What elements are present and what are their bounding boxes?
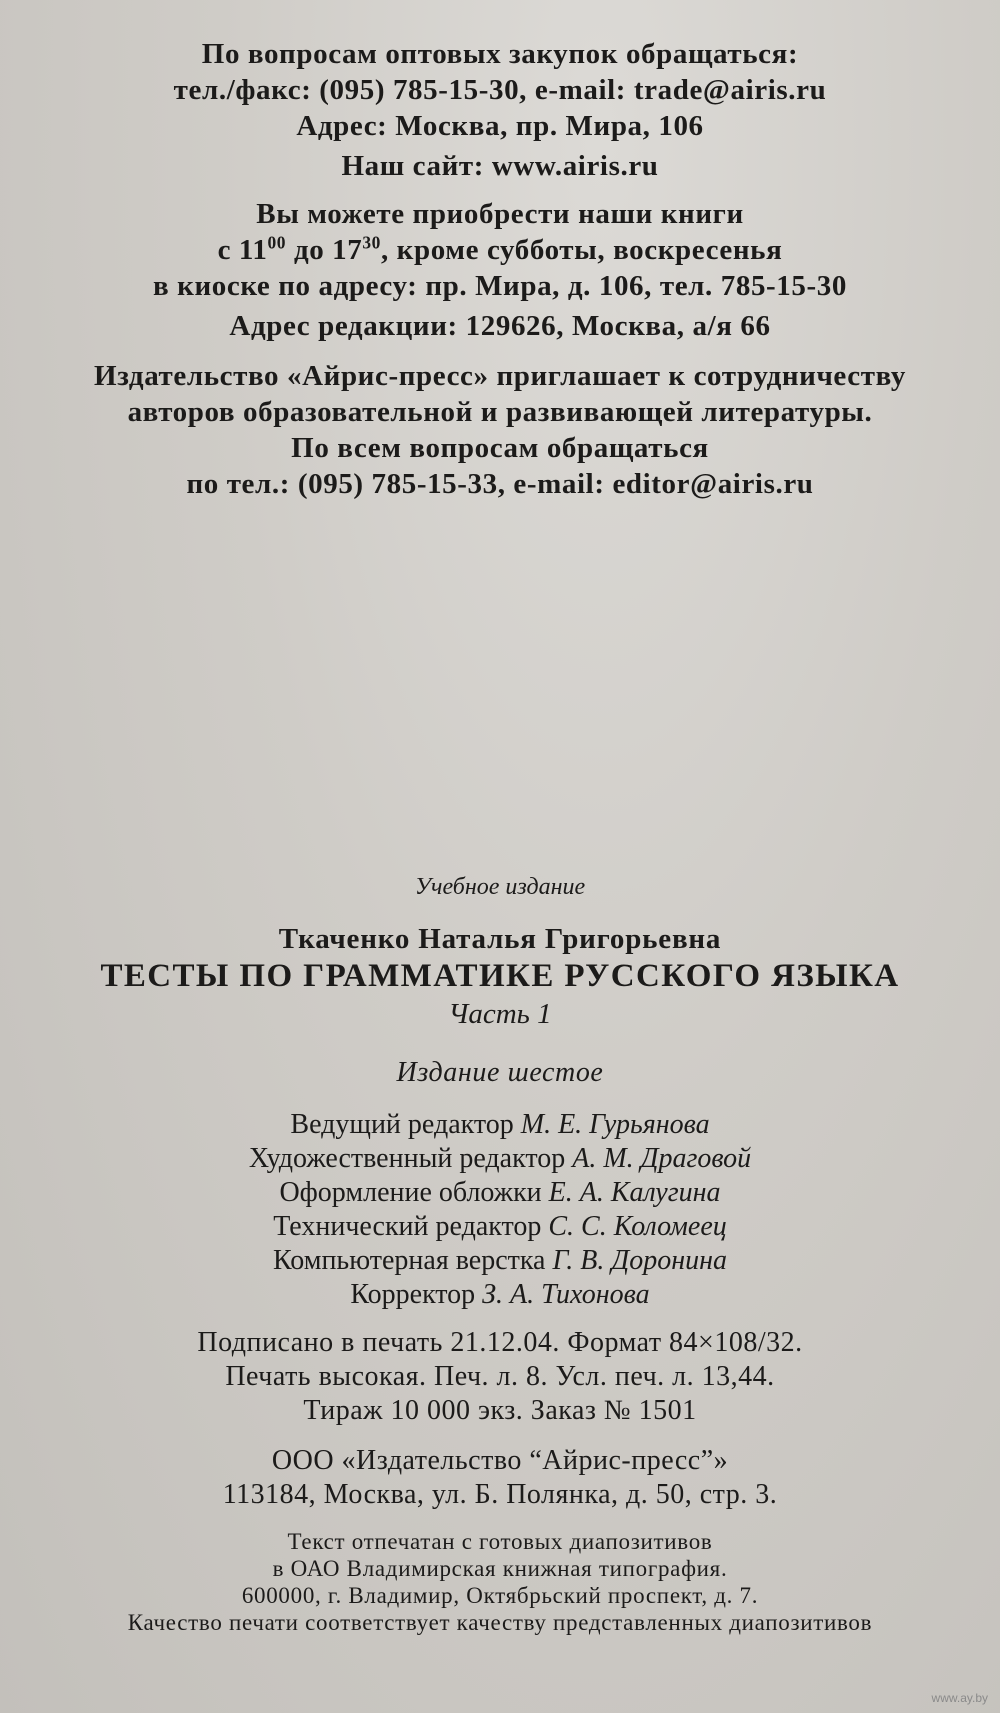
buy-to-minutes: 30 [362, 232, 381, 253]
edition-number: Издание шестое [396, 1057, 604, 1088]
print-info-line-2: Печать высокая. Печ. л. 8. Усл. печ. л. 13,44. [225, 1361, 775, 1392]
invite-line-2: авторов образовательной и развивающей литературы. [127, 396, 873, 428]
edition-type: Учебное издание [414, 874, 586, 900]
credit-role: Ведущий редактор [290, 1109, 514, 1140]
buy-line-1: Вы можете приобрести наши книги [256, 198, 744, 230]
buy-from-minutes: 00 [267, 232, 287, 253]
printer-line-3: 600000, г. Владимир, Октябрьский проспект, д. 7. [241, 1583, 759, 1608]
publisher-info [0, 1444, 1000, 1512]
print-info-line-3: Тираж 10 000 экз. Заказ № 1501 [303, 1395, 697, 1426]
publisher-name: ООО «Издательство “Айрис-пресс”» [271, 1445, 729, 1476]
watermark: www.ay.by [931, 1691, 988, 1705]
credit-role: Оформление обложки [279, 1177, 542, 1208]
kiosk-block [0, 196, 1000, 304]
credit-row [0, 1210, 1000, 1244]
author-name: Ткаченко Наталья Григорьевна [278, 923, 722, 955]
credit-name: З. А. Тихонова [482, 1279, 650, 1310]
credit-row [0, 1244, 1000, 1278]
credits-list [0, 1108, 1000, 1312]
wholesale-contacts [0, 36, 1000, 144]
book-info [0, 872, 1000, 902]
credit-role: Технический редактор [273, 1211, 542, 1242]
book-title: ТЕСТЫ ПО ГРАММАТИКЕ РУССКОГО ЯЗЫКА [100, 958, 900, 994]
credit-row [0, 1142, 1000, 1176]
invite-line-1: Издательство «Айрис-пресс» приглашает к сотрудничеству [94, 360, 906, 392]
site-line: Наш сайт: www.airis.ru [341, 150, 659, 182]
author-block [0, 922, 1000, 956]
credit-row [0, 1108, 1000, 1142]
credit-name: Г. В. Доронина [552, 1245, 727, 1276]
printer-info [0, 1528, 1000, 1636]
buy-line-3: в киоске по адресу: пр. Мира, д. 106, тел. 785-15-30 [153, 270, 847, 302]
buy-to: до 17 [286, 234, 363, 266]
wholesale-phone: тел./факс: (095) 785-15-30, e-mail: trade@airis.ru [173, 74, 827, 106]
printer-line-1: Текст отпечатан с готовых диапозитивов [287, 1529, 713, 1554]
print-info-line-1: Подписано в печать 21.12.04. Формат 84×108/32. [197, 1327, 803, 1358]
editorial-address: Адрес редакции: 129626, Москва, а/я 66 [229, 310, 771, 342]
buy-hours-line [0, 232, 1000, 268]
buy-days: , кроме субботы, воскресенья [380, 234, 783, 266]
credit-role: Корректор [350, 1279, 476, 1310]
wholesale-title: По вопросам оптовых закупок обращаться: [201, 38, 799, 70]
book-part: Часть 1 [448, 998, 552, 1030]
credit-row [0, 1176, 1000, 1210]
edition-block [0, 1056, 1000, 1090]
title-block [0, 956, 1000, 1032]
invite-line-3: По всем вопросам обращаться [291, 432, 709, 464]
invite-line-4: по тел.: (095) 785-15-33, e-mail: editor@airis.ru [186, 468, 814, 500]
credit-name: С. С. Коломеец [548, 1211, 727, 1242]
credit-row [0, 1278, 1000, 1312]
credit-name: Е. А. Калугина [548, 1177, 721, 1208]
publisher-address: Адрес: Москва, пр. Мира, 106 [296, 110, 704, 142]
editorial-address-block [0, 308, 1000, 344]
buy-from: с 11 [217, 234, 268, 266]
publisher-street-address: 113184, Москва, ул. Б. Полянка, д. 50, стр. 3. [222, 1479, 778, 1510]
credit-role: Художественный редактор [248, 1143, 566, 1174]
site-block [0, 148, 1000, 184]
printer-line-4: Качество печати соответствует качеству представленных диапозитивов [127, 1610, 873, 1635]
print-info [0, 1326, 1000, 1428]
credit-name: А. М. Драговой [572, 1143, 752, 1174]
invite-block [0, 358, 1000, 502]
credit-role: Компьютерная верстка [272, 1245, 546, 1276]
printer-line-2: в ОАО Владимирская книжная типография. [272, 1556, 728, 1581]
credit-name: М. Е. Гурьянова [520, 1109, 710, 1140]
